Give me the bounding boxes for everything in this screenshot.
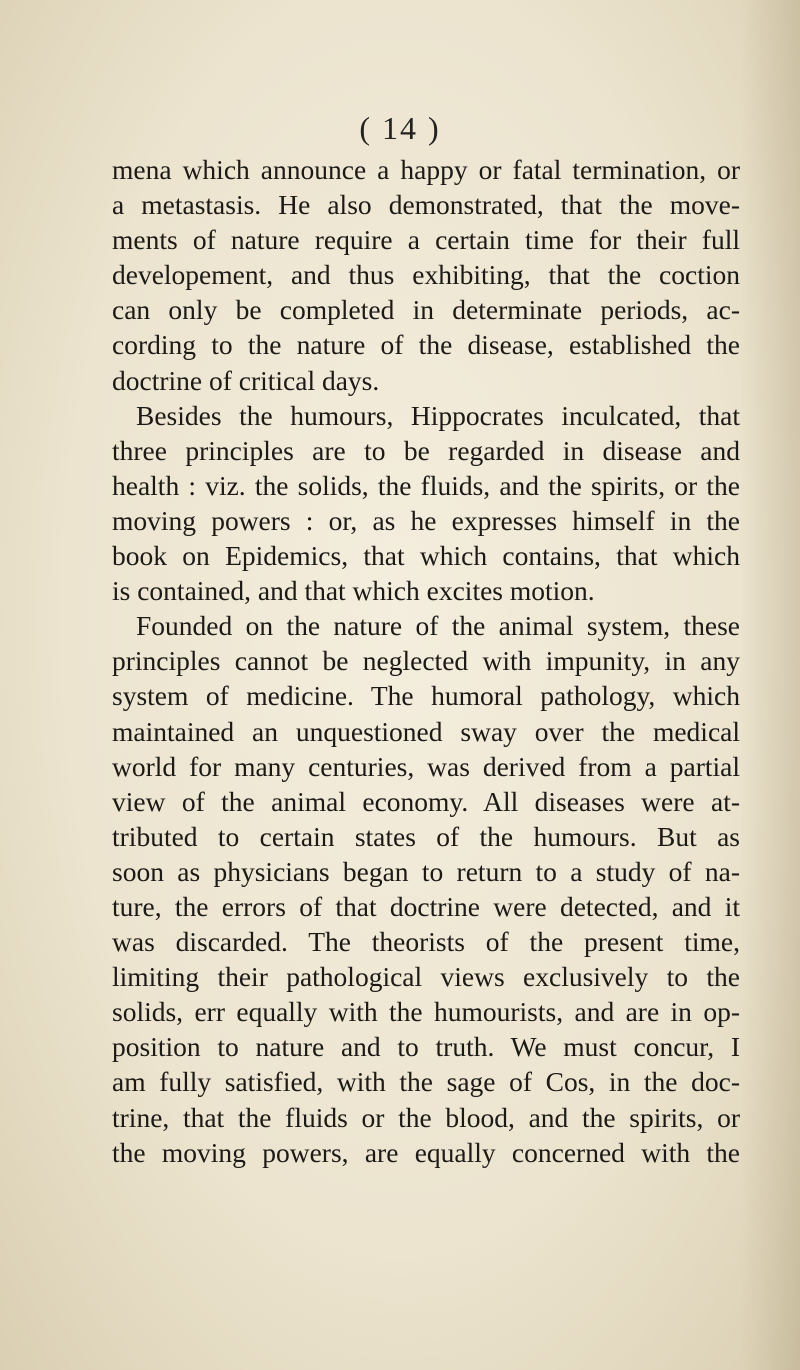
text-line: mena which announce a happy or fatal termination, or: [112, 154, 740, 185]
text-line: developement, and thus exhibiting, that the coction: [112, 259, 740, 291]
text-line: is contained, and that which excites motion.: [112, 575, 595, 607]
text-line: book on Epidemics, that which contains, that which: [112, 540, 740, 572]
text-line: maintained an unquestioned sway over the medical: [112, 715, 740, 747]
text-line: doctrine of critical days.: [112, 364, 380, 396]
text-line: trine, that the fluids or the blood, and the spirits, or: [112, 1101, 740, 1133]
text-line: world for many centuries, was derived from a partial: [112, 750, 740, 782]
text-line: Founded on the nature of the animal system, these: [136, 610, 740, 642]
text-line: ture, the errors of that doctrine were detected, and it: [112, 890, 740, 922]
text-line: can only be completed in determinate periods, ac-: [112, 294, 740, 326]
text-line: three principles are to be regarded in disease and: [112, 434, 740, 466]
text-line: soon as physicians began to return to a study of na-: [112, 855, 740, 887]
text-line: system of medicine. The humoral pathology, which: [112, 680, 740, 712]
text-line: principles cannot be neglected with impunity, in any: [112, 645, 740, 677]
text-line: health : viz. the solids, the fluids, and the spirits, or the: [112, 469, 740, 501]
text-line: am fully satisfied, with the sage of Cos, in the doc-: [112, 1066, 740, 1098]
text-line: ments of nature require a certain time for their full: [112, 224, 740, 256]
body-text: [112, 152, 740, 1170]
text-line: view of the animal economy. All diseases were at-: [112, 785, 740, 817]
text-line: moving powers : or, as he expresses himself in the: [112, 504, 740, 536]
text-line: cording to the nature of the disease, established the: [112, 329, 740, 361]
text-line: was discarded. The theorists of the present time,: [112, 926, 740, 958]
text-line: Besides the humours, Hippocrates inculcated, that: [136, 399, 740, 431]
text-line: the moving powers, are equally concerned with the: [112, 1136, 740, 1168]
text-line: limiting their pathological views exclusively to the: [112, 961, 740, 993]
text-line: tributed to certain states of the humours. But as: [112, 820, 740, 852]
text-line: position to nature and to truth. We must concur, I: [112, 1031, 740, 1063]
text-line: a metastasis. He also demonstrated, that the move-: [112, 189, 740, 221]
text-line: solids, err equally with the humourists, and are in op-: [112, 996, 740, 1028]
page-number: ( 14 ): [359, 110, 441, 146]
